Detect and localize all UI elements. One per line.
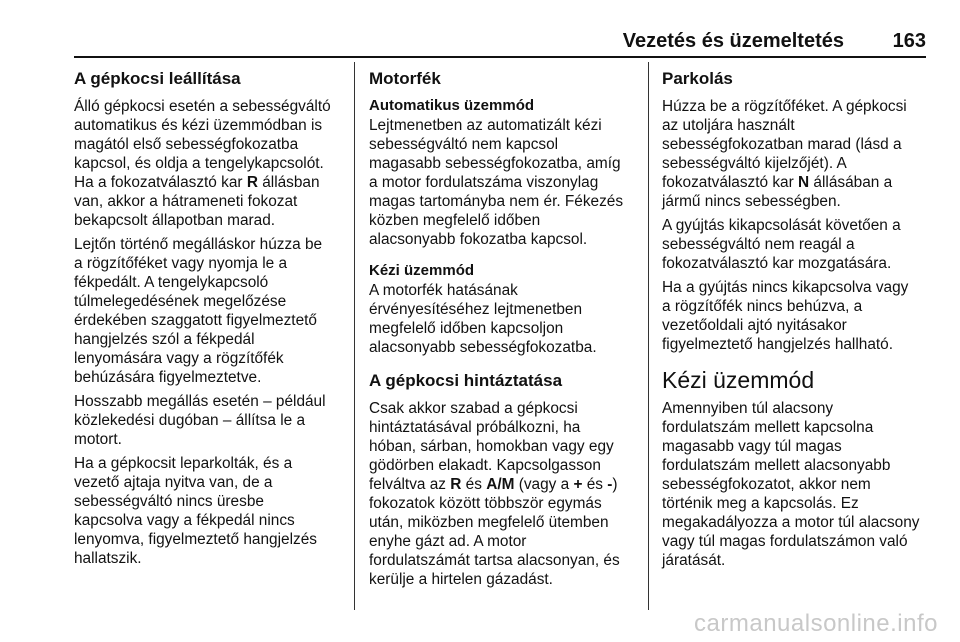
paragraph [74,97,346,230]
subheading-manual: Kézi üzemmód [369,262,475,279]
column-divider-1 [354,62,355,610]
text-run: állásában a jármű nincs sebességben. [662,174,893,210]
section-heading-parking: Parkolás [662,69,733,88]
paragraph: A motorfék hatásának érvényesítéséhez lejtmenetben megfelelő időben kapcsoljon alacsonyabb sebességfokozatba. [369,282,597,356]
section-heading-rocking: A gépkocsi hintáztatása [369,371,563,390]
paragraph [662,97,937,211]
page-number: 163 [892,30,926,52]
gear-key: R [450,476,462,493]
gear-key: A/M [486,476,515,493]
paragraph: Lejtőn történő megálláskor húzza be a rögzítőféket vagy nyomja le a fékpedált. A tengelykapcsoló túlmelegedésének megelőzése érdekében szaggatott figyelmeztető hangjelzés szól a fékpedál lenyomására vagy a rögzítőfék behúzására figyelmeztetve. [74,236,323,386]
column-3 [662,62,937,575]
text-run: ) fokozatok között többször egymás után, miközben megfelelő ütemben enyhe gázt ad. A motor fordulatszámát tartsa alacsonyan, és kerülje a hirtelen gázadást. [369,476,620,588]
header-divider [74,56,926,58]
text-run: és [461,476,487,493]
column-2 [369,62,637,594]
column-1 [74,62,346,573]
subheading-automatic: Automatikus üzemmód [369,97,535,114]
section-heading-manual-mode: Kézi üzemmód [662,367,815,393]
page-title: Vezetés és üzemeltetés [622,30,844,52]
page-header [74,28,926,56]
text-run: (vagy a [514,476,574,493]
paragraph: Ha a gyújtás nincs kikapcsolva vagy a rögzítőfék nincs behúzva, a vezetőoldali ajtó nyitásakor figyelmeztető hangjelzés hallható. [662,279,909,353]
gear-key: + [573,476,583,493]
gear-key: - [607,476,613,493]
gear-key: R [246,174,258,191]
text-run: Álló gépkocsi esetén a sebességváltó automatikus és kézi üzemmódban is magától első sebességfokozatba kapcsol, és oldja a tengelykapcsolót. Ha a fokozatválasztó kar [74,98,331,191]
paragraph: Amennyiben túl alacsony fordulatszám mellett kapcsolna magasabb vagy túl magas fordulatszám mellett alacsonyabb sebességfokozatot, akkor nem történik meg a kapcsolás. Ez megakadályozza a motor túl alacsony vagy túl magas fordulatszámon való járatását. [662,400,920,569]
watermark: carmanualsonline.info [694,610,938,637]
text-run: Csak akkor szabad a gépkocsi hintáztatásával próbálkozni, ha hóban, sárban, homokban vagy egy gödörben elakadt. Kapcsolgasson felváltva az [369,400,614,493]
paragraph: Lejtmenetben az automatizált kézi sebességváltó nem kapcsol magasabb sebességfokozatba, amíg a motor fordulatszáma viszonylag magas tartományba nem ér. Fékezés közben megfelelő időben alacsonyabb fokozatba kapcsol. [369,117,624,248]
paragraph: Hosszabb megállás esetén – például közlekedési dugóban – állítsa le a motort. [74,393,326,448]
text-run: Húzza be a rögzítőféket. A gépkocsi az utoljára használt sebességfokozatban marad (lásd a sebességváltó kijelzőjét). A fokozatválasztó kar [662,98,907,191]
text-run: és [582,476,608,493]
gear-key: N [798,174,810,191]
text-run: állásban van, akkor a hátrameneti fokozat bekapcsolt állapotban marad. [74,174,320,229]
paragraph: Ha a gépkocsit leparkolták, és a vezető ajtaja nyitva van, de a sebességváltó nincs üresbe kapcsolva vagy a fékpedál nincs lenyomva, figyelmeztető hangjelzés hallatszik. [74,455,317,567]
paragraph: A gyújtás kikapcsolását követően a sebességváltó nem reagál a fokozatválasztó kar mozgatására. [662,217,901,272]
column-divider-2 [648,62,649,610]
paragraph [369,399,637,589]
section-heading-engine-brake: Motorfék [369,69,441,88]
section-heading-stopping: A gépkocsi leállítása [74,69,241,88]
